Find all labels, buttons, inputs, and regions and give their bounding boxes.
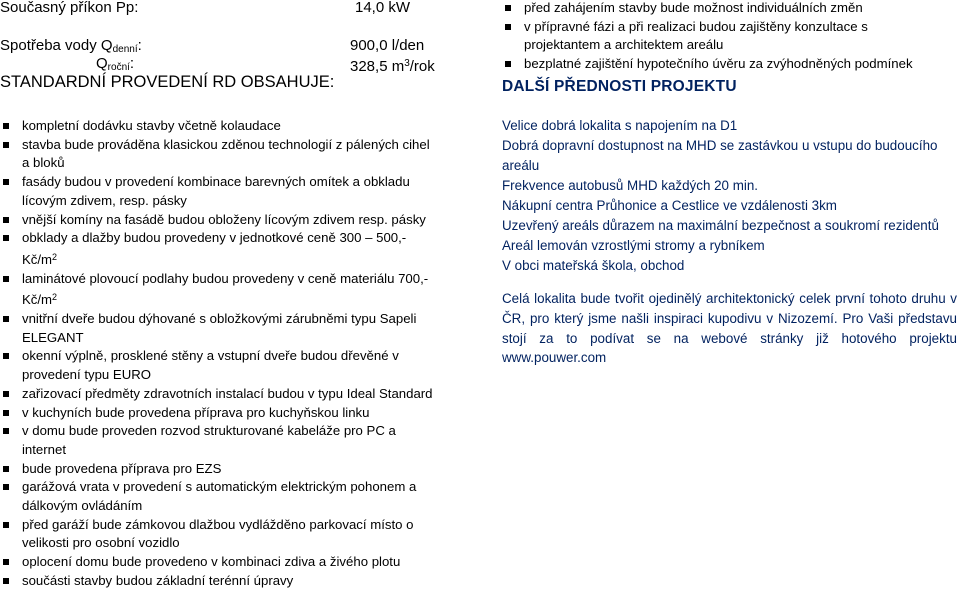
advantage-line: V obci mateřská škola, obchod xyxy=(502,258,685,273)
list-item: v přípravné fázi a při realizaci budou zajištěny konzultace s projektantem a architektem areálu xyxy=(502,18,942,55)
list-item: bezplatné zajištění hypotečního úvěru za zvýhodněných podmínek xyxy=(502,55,942,74)
list-item: bude provedena příprava pro EZS xyxy=(0,460,440,479)
list-item: v kuchyních bude provedena příprava pro kuchyňskou linku xyxy=(0,404,440,423)
standard-title: STANDARDNÍ PROVEDENÍ RD OBSAHUJE: xyxy=(0,73,335,91)
water-yearly-value: 328,5 $m^3$/rok xyxy=(350,58,435,75)
list-item: kompletní dodávku stavby včetně kolaudace xyxy=(0,117,440,136)
advantage-line: Frekvence autobusů MHD každých 20 min. xyxy=(502,178,759,193)
advantages-title: DALŠÍ PŘEDNOSTI PROJEKTU xyxy=(502,78,737,95)
list-item: garážová vrata v provedení s automatickým elektrickým pohonem a dálkovým ovládáním xyxy=(0,478,440,515)
advantage-line: Nákupní centra Průhonice a Cestlice ve vzdálenosti 3km xyxy=(502,198,837,213)
advantages-list xyxy=(502,116,957,276)
list-item: stavba bude prováděna klasickou zděnou technologií z pálených cihel a bloků xyxy=(0,136,440,173)
list-item: laminátové plovoucí podlahy budou provedeny v ceně materiálu 700,- $Kč/m^2$ xyxy=(0,270,440,310)
advantage-line: Velice dobrá lokalita s napojením na D1 xyxy=(502,118,738,133)
advantage-line: Dobrá dopravní dostupnost na MHD se zastávkou u vstupu do budoucího areálu xyxy=(502,138,938,173)
list-item: před garáží bude zámkovou dlažbou vydlážděno parkovací místo o velikosti pro osobní vozidlo xyxy=(0,516,440,553)
water-daily-label: Spotřeba vody $Q_{denní}$: xyxy=(0,37,142,55)
list-item: fasády budou v provedení kombinace barevných omítek a obkladu lícovým zdivem, resp. pásky xyxy=(0,173,440,210)
list-item: okenní výplně, prosklené stěny a vstupní dveře budou dřevěné v provedení typu EURO xyxy=(0,347,440,384)
standard-list xyxy=(0,117,440,591)
water-daily-value: 900,0 l/den xyxy=(350,37,425,54)
list-item: zařizovací předměty zdravotních instalací budou v typu Ideal Standard xyxy=(0,385,440,404)
current-power-value: 14,0 kW xyxy=(355,0,411,16)
list-item: oplocení domu bude provedeno v kombinaci zdiva a živého plotu xyxy=(0,553,440,572)
list-item: vnitřní dveře budou dýhované s obložkovými zárubněmi typu Sapeli ELEGANT xyxy=(0,310,440,347)
list-item: v domu bude proveden rozvod strukturované kabeláže pro PC a internet xyxy=(0,422,440,459)
advantage-line: Uzevřený areáls důrazem na maximální bezpečnost a soukromí rezidentů xyxy=(502,218,939,233)
advantage-line: Areál lemován vzrostlými stromy a rybníkem xyxy=(502,238,765,253)
list-item: součásti stavby budou základní terénní úpravy xyxy=(0,572,440,591)
right-top-list xyxy=(502,0,942,74)
closing-paragraph: Celá lokalita bude tvořit ojedinělý architektonický celek první tohoto druhu v ČR, pro který jsme našli inspiraci kupodivu v Nizozemí. Pro Vaši představu stojí za to podívat se na webové stránky již hotového projektu www.pouwer.com xyxy=(502,291,957,366)
current-power-label: Současný příkon Pp: xyxy=(0,0,139,16)
water-yearly-label: $Q_{roční}$: xyxy=(96,55,135,73)
list-item: vnější komíny na fasádě budou obloženy lícovým zdivem resp. pásky xyxy=(0,211,440,230)
list-item: před zahájením stavby bude možnost individuálních změn xyxy=(502,0,942,18)
list-item: obklady a dlažby budou provedeny v jednotkové ceně 300 – 500,- $Kč/m^2$ xyxy=(0,229,440,269)
